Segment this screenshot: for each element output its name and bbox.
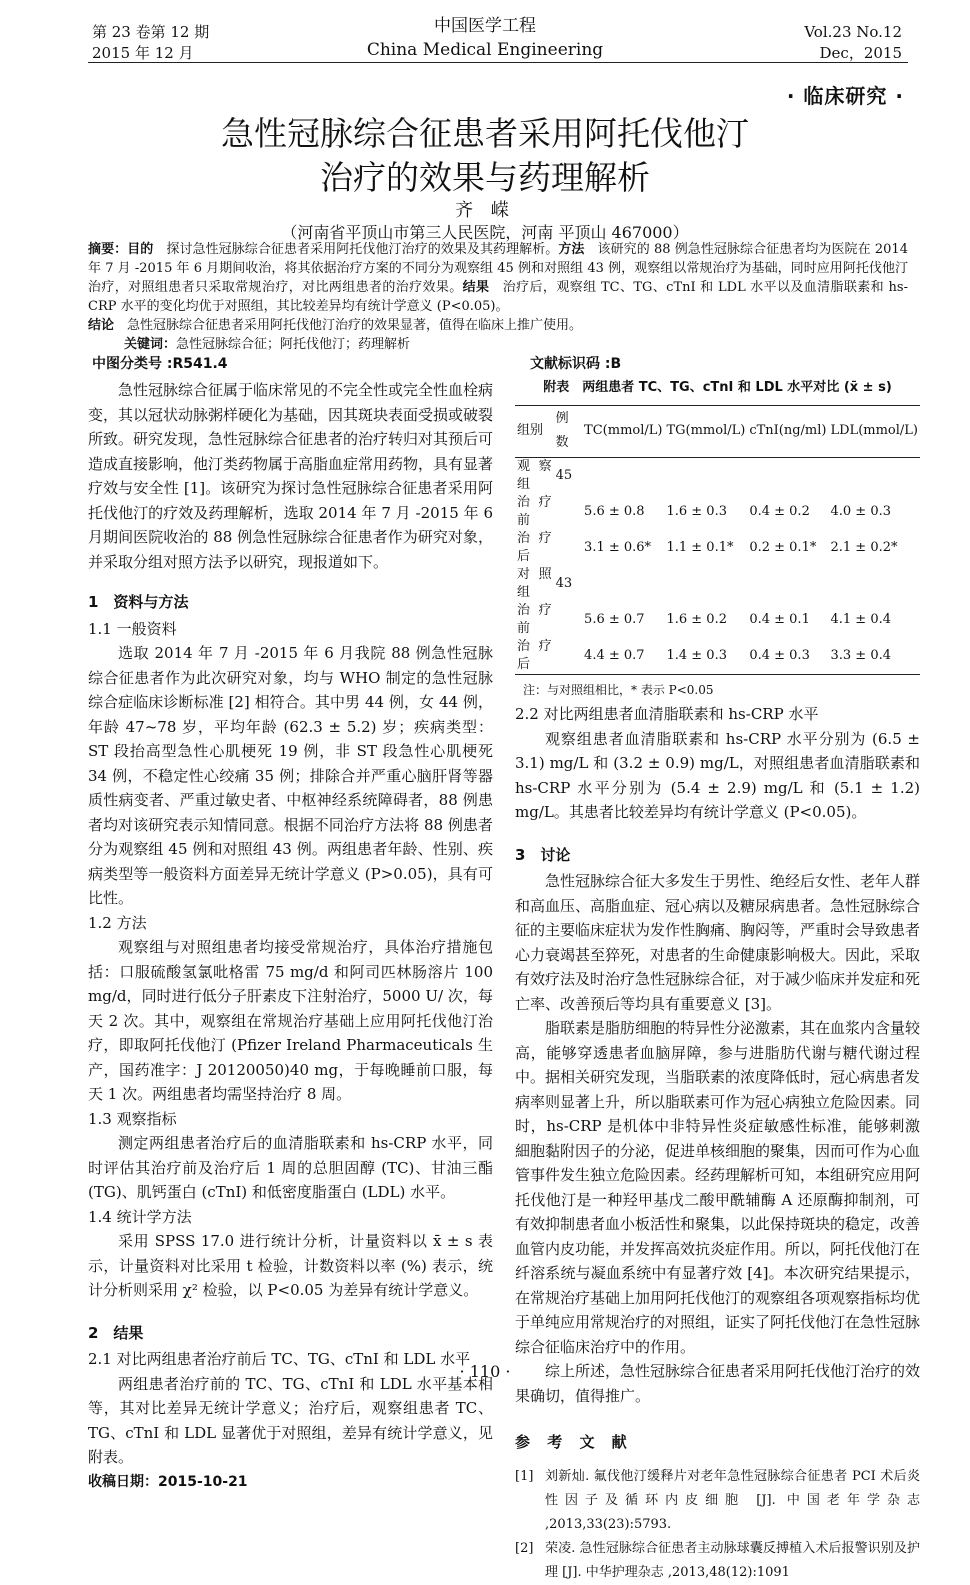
table-cell [829, 566, 921, 602]
journal-name-cn: 中国医学工程 [434, 16, 536, 36]
table-cell [554, 494, 582, 530]
keywords-label: 关键词： [124, 337, 177, 352]
table-cell [664, 566, 747, 602]
aim-label: 目的 [127, 242, 154, 257]
reference-item [515, 1537, 920, 1585]
table-row [515, 566, 920, 602]
table-cell: 治疗前 [517, 494, 552, 528]
table-cell: 2.1 ± 0.2* [830, 539, 898, 555]
left-column [88, 378, 493, 1494]
subsection-heading-method: 1.2 方法 [88, 913, 147, 932]
header-issue-en [804, 22, 902, 64]
table-cell: 对照组 [517, 566, 552, 600]
title-line-1: 急性冠脉综合征患者采用阿托伐他汀 [221, 114, 749, 153]
article-title [0, 112, 970, 200]
document-code: 文献标识码 :B [530, 356, 622, 372]
table-cell: 1.6 ± 0.2 [666, 611, 727, 627]
paragraph-statistics: 采用 SPSS 17.0 进行统计分析，计量资料以 x̄ ± s 表示，计量资料对比采用 t 检验，计数资料以率 (%) 表示，统计分析则采用 χ² 检验，以 P<0.05 为差异有统计学意义。 [88, 1232, 493, 1299]
author: 齐 嵘 [455, 200, 515, 221]
subsection-heading-statistics: 1.4 统计学方法 [88, 1207, 192, 1226]
table-cell: 43 [555, 575, 573, 591]
results-table [515, 405, 920, 675]
section-heading-discussion: 3 讨论 [515, 845, 571, 864]
table-row [515, 602, 920, 638]
conclusion-label: 结论 [88, 318, 115, 333]
table-header-row [515, 405, 920, 457]
paragraph-discussion-1: 急性冠脉综合征大多发生于男性、绝经后女性、老年人群和高血压、高脂血症、冠心病以及糖尿病患者。急性冠脉综合征的主要临床症状为发作性胸痛、胸闷等，严重时会导致患者心力衰竭甚至猝死，对患者的生命健康影响极大。因此，采取有效疗法及时治疗急性冠脉综合征，对于减少临床并发症和死亡率、改善预后等均具有重要意义 [3]。 [515, 872, 921, 1013]
paragraph-indicators: 测定两组患者治疗后的血清脂联素和 hs-CRP 水平，同时评估其治疗前及治疗后 1 周的总胆固醇 (TC)、甘油三酯 (TG)、肌钙蛋白 (cTnI) 和低密度脂蛋白 (LDL) 水平。 [88, 1134, 493, 1201]
table-cell: 治疗前 [517, 602, 552, 636]
table-row [515, 494, 920, 530]
paragraph-discussion-2: 脂联素是脂肪细胞的特异性分泌激素，其在血浆内含量较高，能够穿透患者血脑屏障，参与进脂肪代谢与糖代谢过程中。据相关研究发现，当脂联素的浓度降低时，冠心病患者发病率则显著上升，所以脂联素可作为冠心病独立危险因素。同时，hs-CRP 是机体中非特异性炎症敏感性标准，能够刺激細胞黏附因子的分泌，促进单核细胞的聚集，因而可作为心血管事件发生独立危险因素。经药理解析可知，本组研究应用阿托伐他汀是一种羟甲基戊二酸甲酰辅酶 A 还原酶抑制剂，可有效抑制患者血小板活性和聚集，以此保持斑块的稳定，改善血管内皮功能，并发挥高效抗炎症作用。所以，阿托伐他汀在纤溶系统与凝血系统中有显著疗效 [4]。本次研究结果提示，在常规治疗基础上加用阿托伐他汀的观察组各项观察指标均优于单纯应用常规治疗的对照组，证实了阿托伐他汀在急性冠脉综合征临床治疗中的作用。 [515, 1019, 921, 1356]
table-cell: 0.4 ± 0.3 [747, 638, 828, 675]
table-header-cell: cTnI(ng/ml) [747, 405, 828, 457]
result-text: 治疗后，观察组 TC、TG、cTnI 和 LDL 水平以及血清脂联素和 hs-CRP 水平的变化均优于对照组，其比较差异均有统计学意义 (P<0.05)。 [88, 280, 908, 314]
header-date-en: Dec，2015 [819, 44, 902, 62]
subsection-heading-lipids: 2.1 对比两组患者治疗前后 TC、TG、cTnI 和 LDL 水平 [88, 1350, 471, 1368]
table-cell [554, 638, 582, 675]
table-cell: 3.3 ± 0.4 [829, 638, 921, 675]
table-title: 附表 两组患者 TC、TG、cTnI 和 LDL 水平对比 (x̄ ± s) [543, 380, 892, 395]
table-cell [582, 457, 664, 494]
subsection-heading-adiponectin: 2.2 对比两组患者血清脂联素和 hs-CRP 水平 [515, 705, 819, 723]
table-cell: 45 [555, 467, 573, 483]
paragraph-adiponectin: 观察组患者血清脂联素和 hs-CRP 水平分别为 (6.5 ± 3.1) mg/L 和 (3.2 ± 0.9) mg/L，对照组患者血清脂联素和 hs-CRP 水平分别为 (5.4 ± 2.9) mg/L 和 (5.1 ± 1.2) mg/L。其患者比较差异均有统计学意义 (P<0.05)。 [515, 729, 920, 821]
table-cell [664, 457, 747, 494]
table-cell: 4.0 ± 0.3 [830, 503, 892, 519]
table-cell [554, 530, 582, 566]
right-column [515, 376, 920, 1585]
table-cell: 4.1 ± 0.4 [830, 611, 892, 627]
subsection-heading-indicators: 1.3 观察指标 [88, 1109, 177, 1128]
table-cell [829, 457, 921, 494]
result-label: 结果 [462, 280, 490, 295]
table-header-cell: LDL(mmol/L) [829, 405, 921, 457]
abstract-label: 摘要： [88, 242, 128, 257]
header-volume-cn: 第 23 卷第 12 期 [92, 23, 210, 41]
table-cell: 观察组 [517, 458, 552, 492]
table-cell: 1.6 ± 0.3 [666, 503, 727, 519]
table-row [515, 530, 920, 566]
received-date: 收稿日期：2015-10-21 [88, 1473, 248, 1490]
page-number: · 110 · [459, 1362, 511, 1381]
conclusion-text: 急性冠脉综合征患者采用阿托伐他汀治疗的效果显著，值得在临床上推广使用。 [127, 318, 583, 333]
intro-paragraph: 急性冠脉综合征属于临床常见的不完全性或完全性血栓病变，其以冠状动脉粥样硬化为基础，因其斑块表面受损或破裂所致。研究发现，急性冠脉综合征患者的治疗转归对其预后可造成直接影响，他汀类药物属于高脂血症常用药物，具有显著疗效与安全性 [1]。该研究为探讨急性冠脉综合征患者采用阿托伐他汀的疗效及药理解析，选取 2014 年 7 月 -2015 年 6 月期间医院收治的 88 例急性冠脉综合征患者作为研究对象，并采取分组对照方法予以研究，现报道如下。 [88, 381, 494, 571]
table-cell: 1.4 ± 0.3 [664, 638, 747, 675]
table-note: 注：与对照组相比，* 表示 P<0.05 [523, 682, 714, 697]
aim-text: 探讨急性冠脉综合征患者采用阿托伐他汀治疗的效果及其药理解析。 [166, 242, 559, 257]
table-cell: 5.6 ± 0.7 [584, 611, 645, 627]
reference-number: [2] [515, 1540, 534, 1556]
journal-name-en: China Medical Engineering [366, 40, 604, 60]
paragraph-method: 观察组与对照组患者均接受常规治疗，具体治疗措施包括：口服硫酸氢氯吡格雷 75 mg/d 和阿司匹林肠溶片 100 mg/d，同时进行低分子肝素皮下注射治疗，5000 U/ 次，每天 2 次。其中，观察组在常规治疗基础上应用阿托伐他汀治疗，即取阿托伐他汀 (Pfizer Ireland Pharmaceuticals 生产，国药准字：J 20120050)40 mg，于每晚睡前口服，每天 1 次。两组患者均需坚持治疗 8 周。 [88, 938, 493, 1103]
table-header-cell: 例数 [554, 405, 582, 457]
table-header-cell: TC(mmol/L) [582, 405, 664, 457]
reference-item [515, 1465, 920, 1537]
section-heading-methods: 1 资料与方法 [88, 593, 189, 611]
table-cell: 治疗后 [515, 638, 554, 675]
table-cell [554, 602, 582, 638]
header-volume-en: Vol.23 No.12 [804, 23, 902, 41]
method-text: 该研究的 88 例急性冠脉综合征患者均为医院在 2014 年 7 月 -2015 年 6 月期间收治，将其依据治疗方案的不同分为观察组 45 例和对照组 43 例，观察组以常规治疗为基础，同时应用阿托伐他汀治疗，对照组患者只采取常规治疗，对比两组患者的治疗效果。 [88, 242, 908, 295]
table-cell: 1.1 ± 0.1* [666, 539, 734, 555]
abstract [88, 240, 908, 335]
reference-number: [1] [515, 1468, 534, 1484]
references-heading: 参 考 文 献 [515, 1433, 633, 1451]
reference-text: 荣凌. 急性冠脉综合征患者主动脉球囊反搏植入术后报警识别及护理 [J]. 中华护理杂志 ,2013,48(12):1091 [545, 1540, 920, 1580]
keywords-text: 急性冠脉综合征；阿托伐他汀；药理解析 [176, 337, 411, 352]
table-row [515, 638, 920, 675]
table-cell: 0.4 ± 0.2 [749, 503, 810, 519]
table-cell: 3.1 ± 0.6* [584, 539, 652, 555]
subsection-heading-general: 1.1 一般资料 [88, 619, 177, 638]
table-cell: 0.2 ± 0.1* [749, 539, 817, 555]
header-journal [300, 14, 670, 62]
table-row [515, 457, 920, 494]
paragraph-lipids: 两组患者治疗前的 TC、TG、cTnI 和 LDL 水平基本相等，其对比差异无统计学意义；治疗后，观察组患者 TC、TG、cTnI 和 LDL 显著优于对照组，差异有统计学意义，见附表。 [88, 1374, 493, 1466]
paragraph-discussion-3: 综上所述，急性冠脉综合征患者采用阿托伐他汀治疗的效果确切，值得推广。 [515, 1362, 921, 1405]
title-line-2: 治疗的效果与药理解析 [320, 158, 650, 197]
paragraph-general-data: 选取 2014 年 7 月 -2015 年 6 月我院 88 例急性冠脉综合征患者作为此次研究对象，均与 WHO 制定的急性冠脉综合症临床诊断标准 [2] 相符合。其中男 44 例，女 44 例，年龄 47~78 岁，平均年龄 (62.3 ± 5.2) 岁；疾病类型：ST 段抬高型急性心肌梗死 19 例，非 ST 段急性心肌梗死 34 例，不稳定性心绞痛 35 例；排除合并严重心脑肝肾等器质性病变者、严重过敏史者、中枢神经系统障碍者，88 例患者均对该研究表示知情同意。根据不同治疗方法将 88 例患者分为观察组 45 例和对照组 43 例。两组患者年龄、性别、疾病类型等一般资料方面差异无统计学意义 (P>0.05)，具有可比性。 [88, 644, 493, 907]
section-heading-results: 2 结果 [88, 1323, 144, 1342]
section-tag: · 临床研究 · [786, 84, 904, 108]
classification-number: 中图分类号 :R541.4 [92, 356, 228, 372]
method-label: 方法 [558, 242, 585, 257]
header-rule [88, 62, 908, 63]
table-cell [582, 566, 664, 602]
table-cell [747, 457, 828, 494]
keywords [124, 335, 410, 354]
table-cell: 4.4 ± 0.7 [582, 638, 664, 675]
table-cell: 5.6 ± 0.8 [584, 503, 645, 519]
table-header-cell: TG(mmol/L) [664, 405, 747, 457]
affiliation: （河南省平顶山市第三人民医院，河南 平顶山 467000） [281, 223, 689, 242]
reference-text: 刘新灿. 氟伐他汀缓释片对老年急性冠脉综合征患者 PCI 术后炎性因子及循环内皮细胞 [J]. 中国老年学杂志 ,2013,33(23):5793. [545, 1468, 920, 1532]
table-cell: 治疗后 [517, 530, 552, 564]
header-issue-cn [92, 22, 209, 64]
table-cell [747, 566, 828, 602]
table-cell: 0.4 ± 0.1 [749, 611, 810, 627]
table-header-cell: 组别 [515, 405, 554, 457]
header-date-cn: 2015 年 12 月 [92, 44, 194, 62]
